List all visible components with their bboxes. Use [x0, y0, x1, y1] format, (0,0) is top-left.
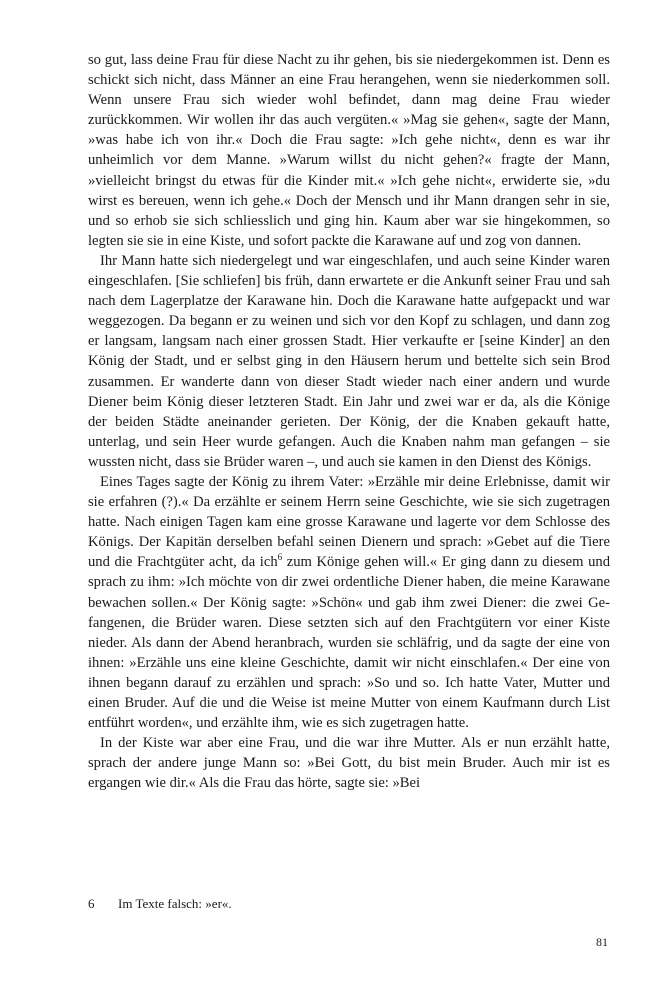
footnote-text: Im Texte falsch: »er«. — [118, 896, 232, 911]
page-body — [88, 50, 610, 793]
paragraph: In der Kiste war aber eine Frau, und die war ihre Mutter. Als er nun erzählt hatte, sprach der andere junge Mann so: »Bei Gott, du bist mein Bruder. Auch mir ist es ergangen wie dir.« Als die Frau das hörte, sagte sie: »Bei — [88, 735, 610, 792]
footnote — [88, 896, 610, 912]
footnote-reference[interactable]: 6 — [277, 552, 283, 563]
footnote-number: 6 — [88, 896, 95, 911]
page-number: 81 — [596, 935, 608, 949]
paragraph-text: zum Könige gehen will.« Er ging dann zu diesem und sprach zu ihm: »Ich möchte von dir zwei ordentliche Diener haben, die meine Karawane bewachen sollen.« Der König sagte: »Schön« und gab ihm zwei Diener: die zwei Gefangenen, die Brüder waren. Diese setzten sich auf den Frachtgütern vor einer Kiste nieder. Als dann der Abend heranbrach, wurden sie schläfrig, und da sagte der eine von ihnen: »Erzähle uns eine kleine Geschichte, damit wir nicht einschlafen.« Der eine von ihnen begann darauf zu erzählen und sprach: »So und so. Ich hatte Vater, Mutter und einen Bruder. Auf die und die Weise ist meine Mutter von einem Kaufmann durch List entführt worden«, und erzählte ihm, wie es sich zugetragen hatte. — [88, 554, 610, 732]
paragraph-text: Eines Tages sagte der König zu ihrem Vater: »Erzähle mir deine Erlebnisse, damit wir sie erfahren (?).« Da erzählte er seinem Herrn seine Geschichte, wie sie sich zugetragen hatte. Nach einigen Tagen kam eine grosse Karawane und lagerte vor dem Schlosse des Königs. Der Kapitän derselben befahl seinen Dienern und sprach: »Gebet auf die Tiere und die Frachtgüter acht, da ich — [88, 473, 610, 571]
paragraph: so gut, lass deine Frau für diese Nacht zu ihr gehen, bis sie niedergekommen ist. Denn es schickt sich nicht, dass Männer an eine Frau herangehen, wenn sie niederkommen soll. Wenn unsere Frau sich wieder wohl befindet, dann mag deine Frau wieder zurückkommen. Wir wollen ihr das auch vergüten.« »Mag sie gehen«, sagte der Mann, »was habe ich von ihr.« Doch die Frau sagte: »Ich gehe nicht«, denn es war ihr unheimlich vor dem Manne. »Warum willst du nicht gehen?« fragte der Mann, »vielleicht bringst du etwas für die Kinder mit.« »Ich gehe nicht«, erwiderte sie, »du wirst es bereuen, wenn ich gehe.« Doch der Mensch und ihr Mann drangen sehr in sie, und so erhob sie sich schliesslich und ging hin. Kaum aber war sie hingekommen, so legten sie sie in eine Kiste, und sofort packte die Karawane auf und zog von dannen. — [88, 52, 610, 249]
paragraph: Ihr Mann hatte sich niedergelegt und war eingeschlafen, und auch seine Kinder waren eingeschlafen. [Sie schliefen] bis früh, dann erwartete er die Ankunft seiner Frau und sah nach dem Lagerplatze der Karawane hin. Doch die Karawane hatte aufgepackt und war weggezogen. Da begann er zu weinen und sich vor den Kopf zu schlagen, und dann zog er langsam, langsam nach einer grossen Stadt. Hier verkaufte er [seine Kinder] an den König der Stadt, und er selbst ging in den Häusern herum und bettelte sich sein Brod zusammen. Er wanderte dann von dieser Stadt wieder nach einer andern und wurde Diener beim König dieser letzteren Stadt. Ein Jahr und zwei war er da, als die Könige der beiden Städte aneinander gerieten. Der König, der die Knaben gekauft hatte, unterlag, und sein Heer wurde gefangen. Auch die Knaben nahm man gefangen – sie wussten nicht, dass sie Brüder waren –, und auch sie kamen in den Dienst des Königs. — [88, 252, 610, 470]
paragraph — [88, 472, 610, 733]
